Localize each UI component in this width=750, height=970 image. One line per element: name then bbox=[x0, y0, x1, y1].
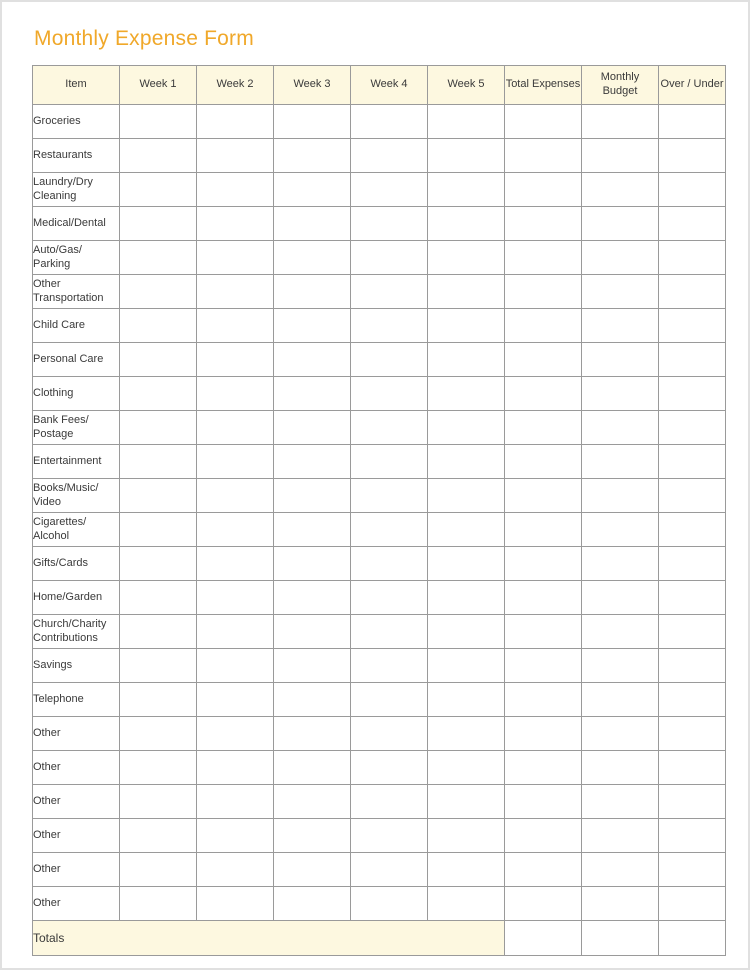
cell-week-4[interactable] bbox=[351, 139, 428, 173]
column-header-week-1: Week 1 bbox=[120, 66, 197, 105]
cell-over-under[interactable] bbox=[659, 581, 726, 615]
cell-monthly-budget[interactable] bbox=[582, 105, 659, 139]
cell-week-1[interactable] bbox=[120, 411, 197, 445]
cell-week-3[interactable] bbox=[274, 377, 351, 411]
cell-week-5[interactable] bbox=[428, 479, 505, 513]
cell-week-2[interactable] bbox=[197, 853, 274, 887]
cell-over-under[interactable] bbox=[659, 887, 726, 921]
cell-week-3[interactable] bbox=[274, 411, 351, 445]
table-header bbox=[33, 66, 726, 105]
row-item-label: Clothing bbox=[33, 377, 120, 411]
row-item-label: Home/Garden bbox=[33, 581, 120, 615]
cell-total-expenses[interactable] bbox=[505, 615, 582, 649]
row-item-label: Gifts/Cards bbox=[33, 547, 120, 581]
cell-week-2[interactable] bbox=[197, 241, 274, 275]
cell-monthly-budget[interactable] bbox=[582, 241, 659, 275]
cell-week-1[interactable] bbox=[120, 785, 197, 819]
cell-week-1[interactable] bbox=[120, 139, 197, 173]
cell-week-2[interactable] bbox=[197, 785, 274, 819]
cell-week-5[interactable] bbox=[428, 649, 505, 683]
cell-total-expenses[interactable] bbox=[505, 683, 582, 717]
cell-week-1[interactable] bbox=[120, 173, 197, 207]
cell-week-4[interactable] bbox=[351, 683, 428, 717]
cell-week-1[interactable] bbox=[120, 649, 197, 683]
cell-over-under[interactable] bbox=[659, 173, 726, 207]
table-row bbox=[33, 445, 726, 479]
cell-week-1[interactable] bbox=[120, 615, 197, 649]
cell-week-3[interactable] bbox=[274, 207, 351, 241]
cell-week-4[interactable] bbox=[351, 615, 428, 649]
cell-over-under[interactable] bbox=[659, 207, 726, 241]
cell-week-3[interactable] bbox=[274, 615, 351, 649]
cell-week-1[interactable] bbox=[120, 717, 197, 751]
cell-monthly-budget[interactable] bbox=[582, 887, 659, 921]
cell-week-4[interactable] bbox=[351, 343, 428, 377]
cell-over-under[interactable] bbox=[659, 615, 726, 649]
cell-week-2[interactable] bbox=[197, 105, 274, 139]
cell-week-1[interactable] bbox=[120, 853, 197, 887]
cell-week-1[interactable] bbox=[120, 751, 197, 785]
table-row bbox=[33, 309, 726, 343]
cell-total-expenses[interactable] bbox=[505, 547, 582, 581]
cell-week-4[interactable] bbox=[351, 173, 428, 207]
cell-over-under[interactable] bbox=[659, 819, 726, 853]
cell-week-4[interactable] bbox=[351, 751, 428, 785]
cell-over-under[interactable] bbox=[659, 649, 726, 683]
row-item-label: Other bbox=[33, 853, 120, 887]
cell-week-2[interactable] bbox=[197, 887, 274, 921]
cell-over-under[interactable] bbox=[659, 513, 726, 547]
cell-monthly-budget[interactable] bbox=[582, 377, 659, 411]
cell-week-1[interactable] bbox=[120, 819, 197, 853]
table-row bbox=[33, 377, 726, 411]
cell-week-1[interactable] bbox=[120, 309, 197, 343]
cell-over-under[interactable] bbox=[659, 683, 726, 717]
cell-week-3[interactable] bbox=[274, 751, 351, 785]
table-row bbox=[33, 173, 726, 207]
cell-week-3[interactable] bbox=[274, 785, 351, 819]
cell-total-expenses[interactable] bbox=[505, 377, 582, 411]
cell-week-2[interactable] bbox=[197, 309, 274, 343]
cell-total-expenses[interactable] bbox=[505, 241, 582, 275]
cell-total-expenses[interactable] bbox=[505, 309, 582, 343]
cell-over-under[interactable] bbox=[659, 343, 726, 377]
cell-week-4[interactable] bbox=[351, 785, 428, 819]
cell-week-4[interactable] bbox=[351, 819, 428, 853]
cell-monthly-budget[interactable] bbox=[582, 547, 659, 581]
cell-week-3[interactable] bbox=[274, 343, 351, 377]
cell-week-5[interactable] bbox=[428, 377, 505, 411]
table-row bbox=[33, 887, 726, 921]
cell-week-5[interactable] bbox=[428, 785, 505, 819]
cell-total-expenses[interactable] bbox=[505, 819, 582, 853]
cell-week-5[interactable] bbox=[428, 819, 505, 853]
cell-week-5[interactable] bbox=[428, 343, 505, 377]
totals-cell-over-under[interactable] bbox=[659, 921, 726, 956]
row-item-label: Medical/Dental bbox=[33, 207, 120, 241]
cell-week-1[interactable] bbox=[120, 343, 197, 377]
cell-week-4[interactable] bbox=[351, 887, 428, 921]
row-item-label: Groceries bbox=[33, 105, 120, 139]
cell-over-under[interactable] bbox=[659, 241, 726, 275]
cell-week-3[interactable] bbox=[274, 513, 351, 547]
row-item-label: Telephone bbox=[33, 683, 120, 717]
cell-monthly-budget[interactable] bbox=[582, 207, 659, 241]
cell-week-2[interactable] bbox=[197, 411, 274, 445]
cell-week-4[interactable] bbox=[351, 513, 428, 547]
cell-total-expenses[interactable] bbox=[505, 207, 582, 241]
cell-total-expenses[interactable] bbox=[505, 479, 582, 513]
row-item-label: Other bbox=[33, 887, 120, 921]
cell-week-4[interactable] bbox=[351, 853, 428, 887]
cell-over-under[interactable] bbox=[659, 479, 726, 513]
cell-week-5[interactable] bbox=[428, 581, 505, 615]
row-item-label: Personal Care bbox=[33, 343, 120, 377]
cell-total-expenses[interactable] bbox=[505, 275, 582, 309]
table-row bbox=[33, 207, 726, 241]
cell-week-5[interactable] bbox=[428, 547, 505, 581]
cell-monthly-budget[interactable] bbox=[582, 411, 659, 445]
cell-monthly-budget[interactable] bbox=[582, 615, 659, 649]
cell-total-expenses[interactable] bbox=[505, 887, 582, 921]
cell-monthly-budget[interactable] bbox=[582, 139, 659, 173]
cell-week-5[interactable] bbox=[428, 853, 505, 887]
cell-week-5[interactable] bbox=[428, 411, 505, 445]
cell-week-5[interactable] bbox=[428, 139, 505, 173]
table-body bbox=[33, 105, 726, 921]
cell-over-under[interactable] bbox=[659, 445, 726, 479]
cell-week-5[interactable] bbox=[428, 615, 505, 649]
cell-total-expenses[interactable] bbox=[505, 173, 582, 207]
cell-week-3[interactable] bbox=[274, 309, 351, 343]
cell-monthly-budget[interactable] bbox=[582, 309, 659, 343]
page-title: Monthly Expense Form bbox=[34, 27, 254, 50]
cell-week-2[interactable] bbox=[197, 173, 274, 207]
cell-week-2[interactable] bbox=[197, 479, 274, 513]
table-row bbox=[33, 411, 726, 445]
cell-week-1[interactable] bbox=[120, 887, 197, 921]
cell-week-5[interactable] bbox=[428, 887, 505, 921]
cell-over-under[interactable] bbox=[659, 377, 726, 411]
page-border-left bbox=[0, 0, 2, 970]
cell-total-expenses[interactable] bbox=[505, 717, 582, 751]
row-item-label: Other bbox=[33, 717, 120, 751]
cell-week-2[interactable] bbox=[197, 581, 274, 615]
cell-over-under[interactable] bbox=[659, 717, 726, 751]
cell-week-5[interactable] bbox=[428, 751, 505, 785]
cell-total-expenses[interactable] bbox=[505, 513, 582, 547]
column-header-week-5: Week 5 bbox=[428, 66, 505, 105]
row-item-label: Other bbox=[33, 785, 120, 819]
totals-cell-total-expenses[interactable] bbox=[505, 921, 582, 956]
cell-monthly-budget[interactable] bbox=[582, 581, 659, 615]
cell-week-3[interactable] bbox=[274, 173, 351, 207]
cell-week-3[interactable] bbox=[274, 275, 351, 309]
cell-week-4[interactable] bbox=[351, 445, 428, 479]
row-item-label: Savings bbox=[33, 649, 120, 683]
monthly-expense-table bbox=[32, 65, 726, 956]
cell-week-4[interactable] bbox=[351, 309, 428, 343]
cell-monthly-budget[interactable] bbox=[582, 173, 659, 207]
cell-week-3[interactable] bbox=[274, 241, 351, 275]
table-row bbox=[33, 649, 726, 683]
row-item-label: Auto/Gas/ Parking bbox=[33, 241, 120, 275]
table-row bbox=[33, 343, 726, 377]
cell-week-5[interactable] bbox=[428, 445, 505, 479]
cell-week-3[interactable] bbox=[274, 819, 351, 853]
cell-week-4[interactable] bbox=[351, 241, 428, 275]
cell-week-3[interactable] bbox=[274, 445, 351, 479]
cell-week-3[interactable] bbox=[274, 139, 351, 173]
cell-week-4[interactable] bbox=[351, 581, 428, 615]
cell-week-4[interactable] bbox=[351, 275, 428, 309]
table-row bbox=[33, 819, 726, 853]
table-row bbox=[33, 479, 726, 513]
cell-week-3[interactable] bbox=[274, 717, 351, 751]
cell-week-4[interactable] bbox=[351, 377, 428, 411]
cell-week-2[interactable] bbox=[197, 683, 274, 717]
cell-week-5[interactable] bbox=[428, 173, 505, 207]
cell-over-under[interactable] bbox=[659, 785, 726, 819]
table-row bbox=[33, 513, 726, 547]
table-row bbox=[33, 581, 726, 615]
cell-total-expenses[interactable] bbox=[505, 581, 582, 615]
cell-week-1[interactable] bbox=[120, 105, 197, 139]
row-item-label: Restaurants bbox=[33, 139, 120, 173]
table-row bbox=[33, 751, 726, 785]
cell-week-4[interactable] bbox=[351, 649, 428, 683]
cell-total-expenses[interactable] bbox=[505, 105, 582, 139]
cell-monthly-budget[interactable] bbox=[582, 819, 659, 853]
cell-week-2[interactable] bbox=[197, 139, 274, 173]
cell-week-5[interactable] bbox=[428, 717, 505, 751]
cell-week-3[interactable] bbox=[274, 581, 351, 615]
row-item-label: Other bbox=[33, 751, 120, 785]
cell-week-1[interactable] bbox=[120, 581, 197, 615]
row-item-label: Church/Charity Contributions bbox=[33, 615, 120, 649]
column-header-total-expenses: Total Expenses bbox=[505, 66, 582, 105]
cell-over-under[interactable] bbox=[659, 139, 726, 173]
cell-over-under[interactable] bbox=[659, 751, 726, 785]
cell-week-2[interactable] bbox=[197, 615, 274, 649]
table-footer bbox=[33, 921, 726, 956]
cell-week-3[interactable] bbox=[274, 649, 351, 683]
cell-over-under[interactable] bbox=[659, 275, 726, 309]
table-row bbox=[33, 105, 726, 139]
cell-total-expenses[interactable] bbox=[505, 139, 582, 173]
column-header-item: Item bbox=[33, 66, 120, 105]
cell-week-3[interactable] bbox=[274, 105, 351, 139]
cell-week-2[interactable] bbox=[197, 377, 274, 411]
cell-week-2[interactable] bbox=[197, 207, 274, 241]
cell-over-under[interactable] bbox=[659, 411, 726, 445]
cell-monthly-budget[interactable] bbox=[582, 853, 659, 887]
cell-total-expenses[interactable] bbox=[505, 411, 582, 445]
cell-week-3[interactable] bbox=[274, 479, 351, 513]
table-row bbox=[33, 717, 726, 751]
cell-over-under[interactable] bbox=[659, 853, 726, 887]
cell-week-1[interactable] bbox=[120, 275, 197, 309]
cell-week-1[interactable] bbox=[120, 207, 197, 241]
cell-week-1[interactable] bbox=[120, 547, 197, 581]
cell-week-2[interactable] bbox=[197, 717, 274, 751]
cell-over-under[interactable] bbox=[659, 547, 726, 581]
cell-week-5[interactable] bbox=[428, 275, 505, 309]
totals-label: Totals bbox=[33, 921, 505, 956]
table-row bbox=[33, 785, 726, 819]
cell-over-under[interactable] bbox=[659, 105, 726, 139]
column-header-week-2: Week 2 bbox=[197, 66, 274, 105]
cell-total-expenses[interactable] bbox=[505, 751, 582, 785]
header-row bbox=[33, 66, 726, 105]
table-row bbox=[33, 547, 726, 581]
cell-week-3[interactable] bbox=[274, 547, 351, 581]
cell-week-4[interactable] bbox=[351, 207, 428, 241]
table-row bbox=[33, 139, 726, 173]
cell-week-3[interactable] bbox=[274, 683, 351, 717]
row-item-label: Laundry/Dry Cleaning bbox=[33, 173, 120, 207]
cell-week-2[interactable] bbox=[197, 275, 274, 309]
row-item-label: Books/Music/ Video bbox=[33, 479, 120, 513]
row-item-label: Cigarettes/ Alcohol bbox=[33, 513, 120, 547]
cell-week-2[interactable] bbox=[197, 343, 274, 377]
cell-total-expenses[interactable] bbox=[505, 343, 582, 377]
cell-monthly-budget[interactable] bbox=[582, 343, 659, 377]
cell-monthly-budget[interactable] bbox=[582, 785, 659, 819]
table-row bbox=[33, 683, 726, 717]
cell-week-4[interactable] bbox=[351, 547, 428, 581]
cell-total-expenses[interactable] bbox=[505, 785, 582, 819]
cell-week-2[interactable] bbox=[197, 445, 274, 479]
table-row bbox=[33, 615, 726, 649]
cell-week-1[interactable] bbox=[120, 445, 197, 479]
totals-row bbox=[33, 921, 726, 956]
cell-week-2[interactable] bbox=[197, 751, 274, 785]
cell-monthly-budget[interactable] bbox=[582, 275, 659, 309]
cell-monthly-budget[interactable] bbox=[582, 445, 659, 479]
cell-week-3[interactable] bbox=[274, 853, 351, 887]
column-header-monthly-budget: Monthly Budget bbox=[582, 66, 659, 105]
column-header-week-3: Week 3 bbox=[274, 66, 351, 105]
row-item-label: Bank Fees/ Postage bbox=[33, 411, 120, 445]
cell-total-expenses[interactable] bbox=[505, 649, 582, 683]
column-header-over-under: Over / Under bbox=[659, 66, 726, 105]
cell-total-expenses[interactable] bbox=[505, 853, 582, 887]
cell-week-4[interactable] bbox=[351, 411, 428, 445]
row-item-label: Child Care bbox=[33, 309, 120, 343]
cell-week-1[interactable] bbox=[120, 377, 197, 411]
cell-week-3[interactable] bbox=[274, 887, 351, 921]
cell-monthly-budget[interactable] bbox=[582, 649, 659, 683]
cell-week-2[interactable] bbox=[197, 649, 274, 683]
row-item-label: Other Transportation bbox=[33, 275, 120, 309]
cell-week-5[interactable] bbox=[428, 105, 505, 139]
table-row bbox=[33, 241, 726, 275]
cell-week-4[interactable] bbox=[351, 479, 428, 513]
column-header-week-4: Week 4 bbox=[351, 66, 428, 105]
cell-week-1[interactable] bbox=[120, 479, 197, 513]
table-row bbox=[33, 853, 726, 887]
cell-total-expenses[interactable] bbox=[505, 445, 582, 479]
totals-cell-monthly-budget[interactable] bbox=[582, 921, 659, 956]
cell-week-5[interactable] bbox=[428, 309, 505, 343]
cell-week-2[interactable] bbox=[197, 547, 274, 581]
cell-week-1[interactable] bbox=[120, 241, 197, 275]
cell-monthly-budget[interactable] bbox=[582, 751, 659, 785]
page-border-top bbox=[0, 0, 750, 2]
cell-week-5[interactable] bbox=[428, 513, 505, 547]
cell-week-4[interactable] bbox=[351, 717, 428, 751]
cell-monthly-budget[interactable] bbox=[582, 479, 659, 513]
cell-week-1[interactable] bbox=[120, 513, 197, 547]
table-row bbox=[33, 275, 726, 309]
cell-week-5[interactable] bbox=[428, 683, 505, 717]
row-item-label: Entertainment bbox=[33, 445, 120, 479]
cell-monthly-budget[interactable] bbox=[582, 683, 659, 717]
cell-week-5[interactable] bbox=[428, 241, 505, 275]
cell-week-4[interactable] bbox=[351, 105, 428, 139]
cell-monthly-budget[interactable] bbox=[582, 513, 659, 547]
cell-week-2[interactable] bbox=[197, 819, 274, 853]
cell-week-1[interactable] bbox=[120, 683, 197, 717]
row-item-label: Other bbox=[33, 819, 120, 853]
cell-week-5[interactable] bbox=[428, 207, 505, 241]
cell-monthly-budget[interactable] bbox=[582, 717, 659, 751]
cell-over-under[interactable] bbox=[659, 309, 726, 343]
cell-week-2[interactable] bbox=[197, 513, 274, 547]
